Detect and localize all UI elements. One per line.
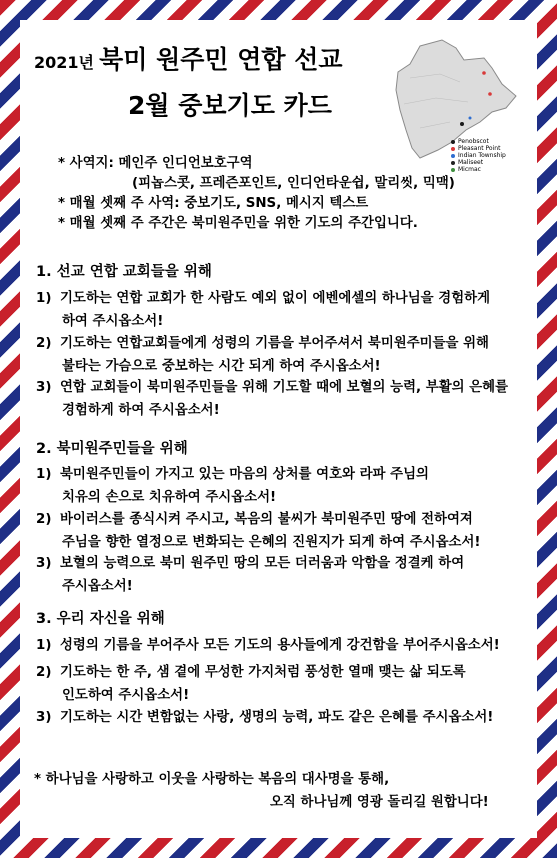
item-text: 성령의 기름을 부어주사 모든 기도의 용사들에게 강건함을 부어주시옵소서! bbox=[60, 638, 500, 653]
prayer-item bbox=[36, 661, 466, 707]
title-line-1 bbox=[34, 40, 343, 76]
legend-label: Pleasant Point bbox=[458, 145, 501, 152]
prayer-item bbox=[36, 463, 429, 509]
item-text: 바이러스를 종식시켜 주시고, 복음의 불씨가 북미원주민 땅에 전하여져 bbox=[60, 512, 473, 527]
prayer-item bbox=[36, 332, 489, 378]
map-legend bbox=[451, 138, 506, 173]
item-text: 기도하는 시간 변함없는 사랑, 생명의 능력, 파도 같은 은혜를 주시옵소서! bbox=[60, 710, 494, 725]
item-number: 1) bbox=[36, 467, 52, 482]
title-main: 북미 원주민 연합 선교 bbox=[99, 45, 343, 74]
title-line-2: 2월 중보기도 카드 bbox=[128, 91, 332, 120]
legend-label: Penobscot bbox=[458, 138, 489, 145]
weekly-note: * 매월 셋째 주 주간은 북미원주민을 위한 기도의 주간입니다. bbox=[58, 216, 418, 231]
prayer-item bbox=[36, 552, 464, 598]
closing-message bbox=[34, 768, 489, 814]
region-line: * 사역지: 메인주 인디언보호구역 bbox=[58, 156, 253, 171]
item-text-cont: 인도하여 주시옵소서! bbox=[62, 688, 190, 703]
item-text-cont: 하여 주시옵소서! bbox=[62, 314, 164, 329]
closing-line-1: * 하나님을 사랑하고 이웃을 사랑하는 복음의 대사명을 통해, bbox=[34, 772, 390, 787]
item-number: 3) bbox=[36, 380, 52, 395]
item-number: 1) bbox=[36, 291, 52, 306]
item-number: 3) bbox=[36, 710, 52, 725]
region-detail: (피놉스콧, 프레즌포인트, 인디언타운쉽, 말리씻, 믹맥) bbox=[132, 176, 455, 191]
item-text: 연합 교회들이 북미원주민들을 위해 기도할 때에 보혈의 능력, 부활의 은혜를 bbox=[60, 380, 509, 395]
item-text: 북미원주민들이 가지고 있는 마음의 상처를 여호와 라파 주님의 bbox=[60, 467, 429, 482]
legend-dot bbox=[451, 140, 455, 144]
item-number: 2) bbox=[36, 665, 52, 680]
item-text-cont: 불타는 가슴으로 중보하는 시간 되게 하여 주시옵소서! bbox=[62, 359, 381, 374]
item-number: 3) bbox=[36, 556, 52, 571]
closing-line-2: 오직 하나님께 영광 돌리길 원합니다! bbox=[270, 795, 489, 810]
legend-dot bbox=[451, 147, 455, 151]
prayer-item bbox=[36, 508, 481, 554]
section-heading: 3. 우리 자신을 위해 bbox=[36, 611, 165, 627]
weekly-ministry: * 매월 셋째 주 사역: 중보기도, SNS, 메시지 텍스트 bbox=[58, 196, 369, 211]
item-number: 2) bbox=[36, 336, 52, 351]
item-text: 기도하는 연합 교회가 한 사람도 예외 없이 에벤에셀의 하나님을 경험하게 bbox=[60, 291, 491, 306]
ministry-info bbox=[58, 154, 455, 234]
legend-label: Maliseet bbox=[458, 159, 484, 166]
prayer-item bbox=[36, 634, 500, 657]
section-heading: 1. 선교 연합 교회들을 위해 bbox=[36, 264, 212, 280]
title-year: 2021년 bbox=[34, 53, 94, 72]
legend-item bbox=[451, 159, 506, 166]
item-number: 2) bbox=[36, 512, 52, 527]
legend-item bbox=[451, 145, 506, 152]
item-text-cont: 주님을 향한 열정으로 변화되는 은혜의 진원지가 되게 하여 주시옵소서! bbox=[62, 535, 481, 550]
item-text: 기도하는 연합교회들에게 성령의 기름을 부어주셔서 북미원주미들을 위해 bbox=[60, 336, 489, 351]
legend-item bbox=[451, 138, 506, 145]
legend-item bbox=[451, 166, 506, 173]
section-heading: 2. 북미원주민들을 위해 bbox=[36, 441, 188, 457]
prayer-item bbox=[36, 376, 508, 422]
item-text-cont: 주시옵소서! bbox=[62, 579, 133, 594]
prayer-item bbox=[36, 706, 493, 729]
item-number: 1) bbox=[36, 638, 52, 653]
legend-item bbox=[451, 152, 506, 159]
legend-label: Indian Township bbox=[458, 152, 506, 159]
item-text-cont: 치유의 손으로 치유하여 주시옵소서! bbox=[62, 490, 277, 505]
legend-label: Micmac bbox=[458, 166, 481, 173]
item-text: 보혈의 능력으로 북미 원주민 땅의 모든 더러움과 악함을 정결케 하여 bbox=[60, 556, 465, 571]
item-text-cont: 경험하게 하여 주시옵소서! bbox=[62, 403, 220, 418]
item-text: 기도하는 한 주, 샘 곁에 무성한 가지처럼 풍성한 열매 맺는 삶 되도록 bbox=[60, 665, 466, 680]
prayer-item bbox=[36, 287, 490, 333]
prayer-card bbox=[20, 20, 537, 838]
